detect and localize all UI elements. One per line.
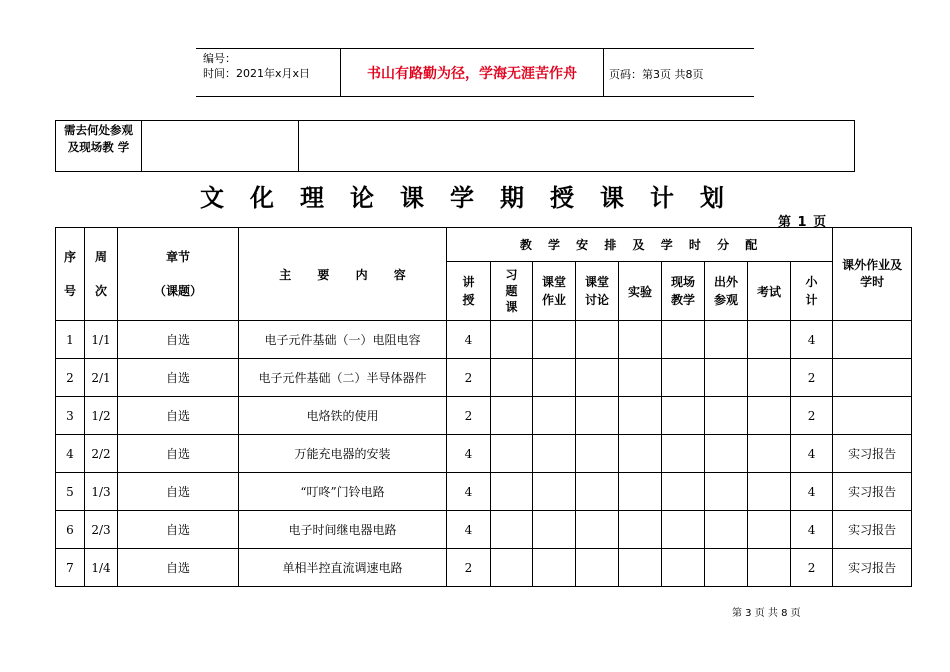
visit-cell-blank bbox=[141, 121, 299, 171]
cell-lecture: 2 bbox=[447, 549, 491, 587]
cell-content: 电烙铁的使用 bbox=[239, 397, 447, 435]
cell-homework: 实习报告 bbox=[833, 473, 912, 511]
cell-week: 1/1 bbox=[85, 321, 118, 359]
cell-week: 2/3 bbox=[85, 511, 118, 549]
cell-visit bbox=[705, 321, 748, 359]
cell-chapter: 自选 bbox=[118, 397, 239, 435]
cell-week: 1/2 bbox=[85, 397, 118, 435]
cell-content: 单相半控直流调速电路 bbox=[239, 549, 447, 587]
cell-lecture: 4 bbox=[447, 435, 491, 473]
col-seq bbox=[56, 228, 85, 321]
cell-visit bbox=[705, 511, 748, 549]
cell-week: 1/4 bbox=[85, 549, 118, 587]
cell-classwork bbox=[533, 321, 576, 359]
cell-exercise bbox=[491, 549, 533, 587]
visit-label-text: 需去何处参观及现场教 学 bbox=[64, 123, 133, 154]
cell-discussion bbox=[576, 321, 619, 359]
header-page-label: 页码：第3页 共8页 bbox=[609, 68, 704, 81]
cell-exercise bbox=[491, 511, 533, 549]
cell-field bbox=[662, 359, 705, 397]
cell-field bbox=[662, 511, 705, 549]
col-week bbox=[85, 228, 118, 321]
col-group-text: 教 学 安 排 及 学 时 分 配 bbox=[519, 238, 760, 252]
cell-chapter: 自选 bbox=[118, 321, 239, 359]
number-label: 编号： bbox=[203, 52, 236, 65]
cell-subtotal: 4 bbox=[791, 321, 833, 359]
cell-experiment bbox=[619, 435, 662, 473]
col-homework bbox=[833, 228, 912, 321]
plan-rows bbox=[56, 321, 912, 587]
sub-col-text: 实验 bbox=[627, 284, 652, 299]
cell-classwork bbox=[533, 435, 576, 473]
cell-exam bbox=[748, 549, 791, 587]
cell-seq: 4 bbox=[56, 435, 85, 473]
cell-visit bbox=[705, 435, 748, 473]
page-number: 第 1 页 bbox=[778, 215, 828, 230]
col-homework-text: 课外作业及学时 bbox=[842, 258, 903, 289]
sub-col-text: 小计 bbox=[805, 275, 818, 307]
sub-col-classwork bbox=[533, 262, 576, 321]
cell-subtotal: 4 bbox=[791, 435, 833, 473]
cell-classwork bbox=[533, 397, 576, 435]
cell-content: 电子时间继电器电路 bbox=[239, 511, 447, 549]
col-chapter bbox=[118, 228, 239, 321]
cell-exercise bbox=[491, 397, 533, 435]
cell-exercise bbox=[491, 321, 533, 359]
cell-lecture: 2 bbox=[447, 397, 491, 435]
cell-week: 1/3 bbox=[85, 473, 118, 511]
cell-content: 万能充电器的安装 bbox=[239, 435, 447, 473]
table-row bbox=[56, 549, 912, 587]
sub-col-field bbox=[662, 262, 705, 321]
cell-content: 电子元件基础（一）电阻电容 bbox=[239, 321, 447, 359]
header-row-1 bbox=[56, 228, 912, 262]
cell-experiment bbox=[619, 473, 662, 511]
col-content-text: 主 要 内 容 bbox=[279, 267, 406, 282]
cell-chapter: 自选 bbox=[118, 359, 239, 397]
page-title: 文化理论课学期授课计划 bbox=[200, 184, 750, 212]
cell-field bbox=[662, 435, 705, 473]
cell-homework: 实习报告 bbox=[833, 435, 912, 473]
header-divider-right bbox=[603, 49, 604, 96]
cell-subtotal: 2 bbox=[791, 359, 833, 397]
cell-exercise bbox=[491, 435, 533, 473]
cell-discussion bbox=[576, 549, 619, 587]
cell-week: 2/2 bbox=[85, 435, 118, 473]
cell-exam bbox=[748, 511, 791, 549]
cell-seq: 5 bbox=[56, 473, 85, 511]
col-seq-text: 序号 bbox=[63, 250, 76, 298]
cell-exercise bbox=[491, 473, 533, 511]
cell-week: 2/1 bbox=[85, 359, 118, 397]
col-week-text: 周次 bbox=[94, 250, 107, 298]
cell-seq: 2 bbox=[56, 359, 85, 397]
cell-lecture: 2 bbox=[447, 359, 491, 397]
table-row bbox=[56, 511, 912, 549]
sub-col-text: 出外参观 bbox=[713, 275, 738, 307]
sub-col-experiment bbox=[619, 262, 662, 321]
cell-seq: 7 bbox=[56, 549, 85, 587]
col-chapter-sub: （课题） bbox=[153, 284, 202, 298]
sub-col-text: 现场教学 bbox=[670, 275, 695, 307]
cell-subtotal: 2 bbox=[791, 549, 833, 587]
cell-experiment bbox=[619, 321, 662, 359]
cell-lecture: 4 bbox=[447, 473, 491, 511]
cell-content: 电子元件基础（二）半导体器件 bbox=[239, 359, 447, 397]
cell-classwork bbox=[533, 359, 576, 397]
cell-subtotal: 2 bbox=[791, 397, 833, 435]
sub-col-exercise bbox=[491, 262, 533, 321]
cell-chapter: 自选 bbox=[118, 549, 239, 587]
plan-table bbox=[55, 227, 912, 587]
cell-discussion bbox=[576, 435, 619, 473]
cell-homework bbox=[833, 321, 912, 359]
cell-chapter: 自选 bbox=[118, 473, 239, 511]
cell-field bbox=[662, 321, 705, 359]
cell-homework bbox=[833, 397, 912, 435]
col-group bbox=[447, 228, 833, 262]
sub-col-lecture bbox=[447, 262, 491, 321]
cell-field bbox=[662, 397, 705, 435]
cell-visit bbox=[705, 473, 748, 511]
cell-content: “叮咚”门铃电路 bbox=[239, 473, 447, 511]
cell-discussion bbox=[576, 397, 619, 435]
cell-exam bbox=[748, 321, 791, 359]
cell-visit bbox=[705, 359, 748, 397]
cell-classwork bbox=[533, 549, 576, 587]
col-content bbox=[239, 228, 447, 321]
cell-field bbox=[662, 549, 705, 587]
sub-col-discussion bbox=[576, 262, 619, 321]
cell-visit bbox=[705, 397, 748, 435]
col-chapter-text: 章节 bbox=[165, 250, 190, 264]
header-meta bbox=[203, 51, 310, 81]
header-motto: 书山有路勤为径，学海无涯苦作舟 bbox=[367, 65, 577, 82]
table-row bbox=[56, 359, 912, 397]
cell-discussion bbox=[576, 359, 619, 397]
cell-exam bbox=[748, 397, 791, 435]
cell-exercise bbox=[491, 359, 533, 397]
cell-lecture: 4 bbox=[447, 511, 491, 549]
cell-lecture: 4 bbox=[447, 321, 491, 359]
cell-discussion bbox=[576, 473, 619, 511]
sub-col-text: 考试 bbox=[756, 284, 781, 299]
cell-discussion bbox=[576, 511, 619, 549]
cell-visit bbox=[705, 549, 748, 587]
cell-seq: 3 bbox=[56, 397, 85, 435]
sub-col-subtotal bbox=[791, 262, 833, 321]
cell-homework: 实习报告 bbox=[833, 511, 912, 549]
cell-classwork bbox=[533, 511, 576, 549]
cell-exam bbox=[748, 473, 791, 511]
sub-col-text: 课堂作业 bbox=[541, 275, 566, 307]
cell-experiment bbox=[619, 359, 662, 397]
page-footer: 第 3 页 共 8 页 bbox=[732, 608, 801, 619]
header-bottom-rule bbox=[196, 96, 754, 97]
table-row bbox=[56, 435, 912, 473]
cell-experiment bbox=[619, 397, 662, 435]
visit-label bbox=[56, 121, 142, 171]
cell-subtotal: 4 bbox=[791, 473, 833, 511]
visit-box bbox=[55, 120, 855, 172]
cell-classwork bbox=[533, 473, 576, 511]
cell-experiment bbox=[619, 549, 662, 587]
cell-subtotal: 4 bbox=[791, 511, 833, 549]
cell-seq: 6 bbox=[56, 511, 85, 549]
cell-field bbox=[662, 473, 705, 511]
cell-experiment bbox=[619, 511, 662, 549]
cell-seq: 1 bbox=[56, 321, 85, 359]
cell-exam bbox=[748, 435, 791, 473]
cell-homework bbox=[833, 359, 912, 397]
sub-col-visit bbox=[705, 262, 748, 321]
sub-col-text: 习题课 bbox=[505, 268, 518, 314]
cell-exam bbox=[748, 359, 791, 397]
time-label: 时间：2021年x月x日 bbox=[203, 67, 311, 80]
sub-col-text: 讲授 bbox=[462, 275, 475, 307]
cell-chapter: 自选 bbox=[118, 511, 239, 549]
table-row bbox=[56, 473, 912, 511]
cell-homework: 实习报告 bbox=[833, 549, 912, 587]
sub-col-exam bbox=[748, 262, 791, 321]
sub-col-text: 课堂讨论 bbox=[584, 275, 609, 307]
table-row bbox=[56, 397, 912, 435]
cell-chapter: 自选 bbox=[118, 435, 239, 473]
table-row bbox=[56, 321, 912, 359]
